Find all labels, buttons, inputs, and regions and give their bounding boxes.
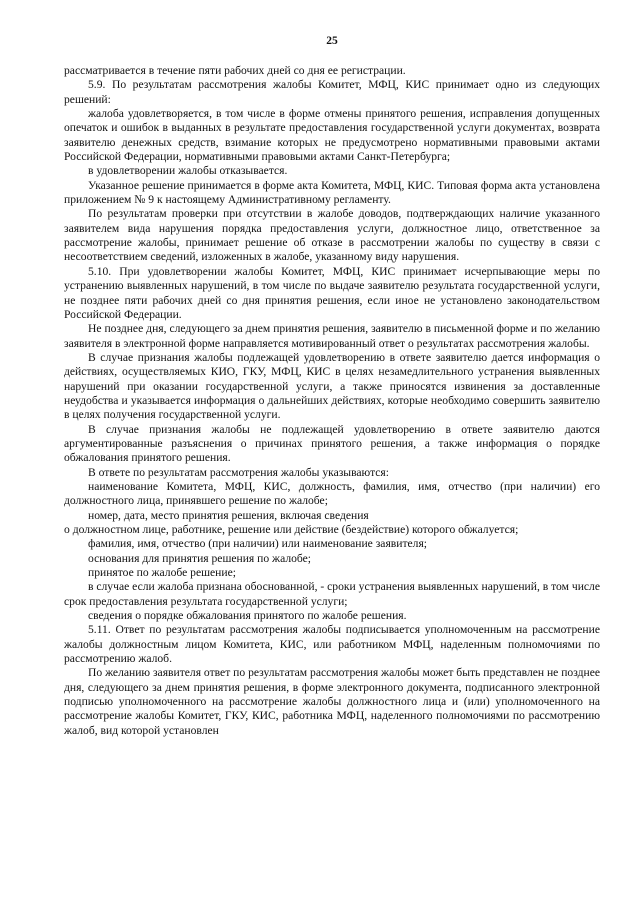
paragraph: 5.9. По результатам рассмотрения жалобы Комитет, МФЦ, КИС принимает одно из следующих решений: [64, 78, 600, 106]
paragraph: наименование Комитета, МФЦ, КИС, должность, фамилия, имя, отчество (при наличии) его должностного лица, принявшего решение по жалобе; [64, 479, 600, 508]
page-number: 25 [326, 35, 338, 47]
paragraph: в случае если жалоба признана обоснованной, - сроки устранения выявленных нарушений, в том числе срок предоставления результата государственной услуги; [64, 580, 600, 608]
paragraph: сведения о порядке обжалования принятого по жалобе решения. [88, 609, 407, 623]
paragraph: В случае признания жалобы подлежащей удовлетворению в ответе заявителю дается информация о действиях, осуществляемых КИО, ГКУ, МФЦ, КИС в целях незамедлительного устранения выявленных нарушений при оказании государственной услуги, а также приносятся извинения за доставленные неудобства и указывается информация о дальнейших действиях, которые необходимо совершить заявителю в целях получения государственной услуги. [64, 350, 600, 422]
paragraph: в удовлетворении жалобы отказывается. [88, 164, 288, 178]
paragraph: 5.10. При удовлетворении жалобы Комитет, МФЦ, КИС принимает исчерпывающие меры по устранению выявленных нарушений, в том числе по выдаче заявителю результата государственной услуги, не позднее пяти рабочих дней со дня принятия решения, если иное не установлено законодательством Российской Федерации. [64, 264, 600, 321]
paragraph: В случае признания жалобы не подлежащей удовлетворению в ответе заявителю даются аргументированные разъяснения о причинах принятого решения, а также информация о порядке обжалования принятого решения. [64, 422, 600, 465]
paragraph: Не позднее дня, следующего за днем принятия решения, заявителю в письменной форме и по желанию заявителя в электронной форме направляется мотивированный ответ о результатах рассмотрения жалобы. [64, 322, 600, 350]
paragraph: жалоба удовлетворяется, в том числе в форме отмены принятого решения, исправления допущенных опечаток и ошибок в выданных в результате предоставления государственной услуги документах, возврата заявителю денежных средств, взимание которых не предусмотрено нормативными правовыми актами Российской Федерации, нормативными правовыми актами Санкт-Петербурга; [64, 107, 600, 164]
paragraph: фамилия, имя, отчество (при наличии) или наименование заявителя; [88, 537, 428, 551]
paragraph: принятое по жалобе решение; [88, 566, 236, 580]
body-text [64, 64, 600, 738]
paragraph: 5.11. Ответ по результатам рассмотрения жалобы подписывается уполномоченным на рассмотрение жалобы должностным лицом Комитета, КИС, или работником МФЦ, наделенным полномочиями по рассмотрению жалоб. [64, 623, 600, 666]
paragraph: Указанное решение принимается в форме акта Комитета, МФЦ, КИС. Типовая форма акта установлена приложением № 9 к настоящему Административному регламенту. [64, 178, 600, 207]
paragraph: В ответе по результатам рассмотрения жалобы указываются: [88, 465, 389, 479]
paragraph: По результатам проверки при отсутствии в жалобе доводов, подтверждающих наличие указанного заявителем вида нарушения порядка предоставления услуги, должностное лицо, ответственное за рассмотрение жалобы, принимает решение об отказе в рассмотрении жалобы по существу в связи с несоответствием сведений, изложенных в жалобе, указанному виду нарушения. [64, 207, 600, 264]
paragraph: о должностном лице, работнике, решение или действие (бездействие) которого обжалуется; [64, 523, 519, 536]
paragraph: По желанию заявителя ответ по результатам рассмотрения жалобы может быть представлен не позднее дня, следующего за днем принятия решения, в форме электронного документа, подписанного электронной подписью уполномоченного на рассмотрение жалобы должностного лица и (или) уполномоченного на рассмотрение жалобы Комитет, ГКУ, КИС, работника МФЦ, наделенного полномочиями по рассмотрению жалоб, вид которой установлен [64, 666, 600, 737]
paragraph: номер, дата, место принятия решения, включая сведения [88, 508, 369, 522]
paragraph: основания для принятия решения по жалобе; [88, 551, 312, 565]
paragraph: рассматривается в течение пяти рабочих дней со дня ее регистрации. [64, 64, 406, 77]
